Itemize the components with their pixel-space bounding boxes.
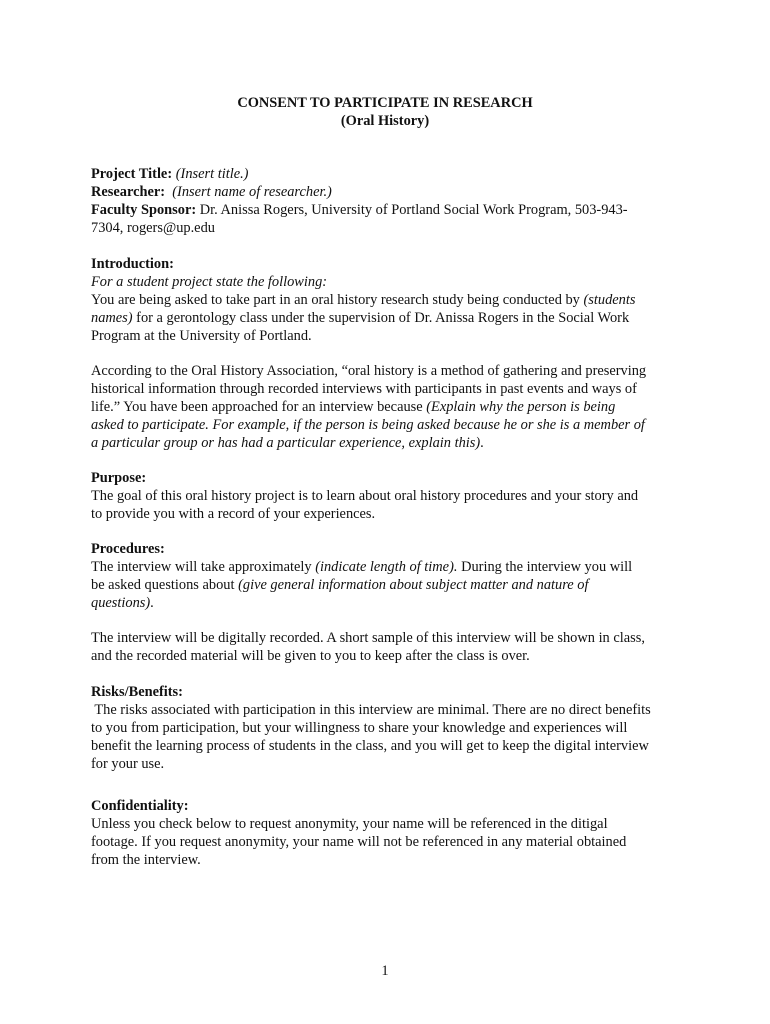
procedures-p1-line1: The interview will take approximately (indicate length of time). During the interview you will — [91, 559, 633, 575]
risks-line1: The risks associated with participation in this interview are minimal. There are no direct benefits — [91, 702, 651, 718]
document-subtitle: (Oral History) — [340, 113, 430, 129]
purpose-line2: to provide you with a record of your experiences. — [91, 506, 376, 522]
researcher-line — [91, 183, 332, 201]
faculty-sponsor-contact: 7304, rogers@up.edu — [91, 220, 215, 236]
document-title: CONSENT TO PARTICIPATE IN RESEARCH — [237, 95, 533, 111]
risks-line4: for your use. — [91, 756, 165, 772]
introduction-p2-line1: According to the Oral History Association, “oral history is a method of gathering and preserving — [91, 363, 647, 379]
introduction-p1-line2: names) for a gerontology class under the supervision of Dr. Anissa Rogers in the Social Work — [91, 310, 630, 326]
confidentiality-heading: Confidentiality: — [91, 798, 189, 814]
risks-line3: benefit the learning process of students in the class, and you will get to keep the digital interview — [91, 738, 649, 754]
purpose-heading: Purpose: — [91, 470, 147, 486]
introduction-p1-line1: You are being asked to take part in an oral history research study being conducted by (students — [91, 292, 636, 308]
introduction-p2-line2: historical information through recorded interviews with participants in past events and ways of — [91, 381, 637, 397]
purpose-line1: The goal of this oral history project is to learn about oral history procedures and your story and — [91, 488, 639, 504]
confidentiality-line2: footage. If you request anonymity, your name will not be referenced in any material obtained — [91, 834, 627, 850]
researcher-label: Researcher: — [91, 184, 166, 200]
introduction-heading: Introduction: — [91, 256, 174, 272]
faculty-sponsor-line — [91, 201, 628, 219]
faculty-sponsor-value: Dr. Anissa Rogers, University of Portland Social Work Program, 503-943- — [199, 202, 628, 218]
confidentiality-line1: Unless you check below to request anonymity, your name will be referenced in the ditigal — [91, 816, 608, 832]
introduction-p1-line3: Program at the University of Portland. — [91, 328, 312, 344]
procedures-heading: Procedures: — [91, 541, 165, 557]
introduction-p2-line4: asked to participate. For example, if the person is being asked because he or she is a member of — [91, 417, 645, 433]
introduction-instruction: For a student project state the following: — [91, 274, 328, 290]
confidentiality-line3: from the interview. — [91, 852, 201, 868]
risks-heading: Risks/Benefits: — [91, 684, 183, 700]
risks-line2: to you from participation, but your willingness to share your knowledge and experiences will — [91, 720, 628, 736]
procedures-p1-line3: questions). — [91, 595, 154, 611]
faculty-sponsor-label: Faculty Sponsor: — [91, 202, 197, 218]
page-number: 1 — [381, 963, 389, 979]
project-title-value: (Insert title.) — [175, 166, 249, 182]
project-title-line — [91, 165, 248, 183]
introduction-p2-line5: a particular group or has had a particular experience, explain this). — [91, 435, 484, 451]
project-title-label: Project Title: — [91, 166, 173, 182]
procedures-p2-line2: and the recorded material will be given to you to keep after the class is over. — [91, 648, 530, 664]
procedures-p1-line2: be asked questions about (give general information about subject matter and nature of — [91, 577, 589, 593]
introduction-p2-line3: life.” You have been approached for an interview because (Explain why the person is being — [91, 399, 616, 415]
researcher-value: (Insert name of researcher.) — [172, 184, 332, 200]
procedures-p2-line1: The interview will be digitally recorded. A short sample of this interview will be shown in class, — [91, 630, 645, 646]
